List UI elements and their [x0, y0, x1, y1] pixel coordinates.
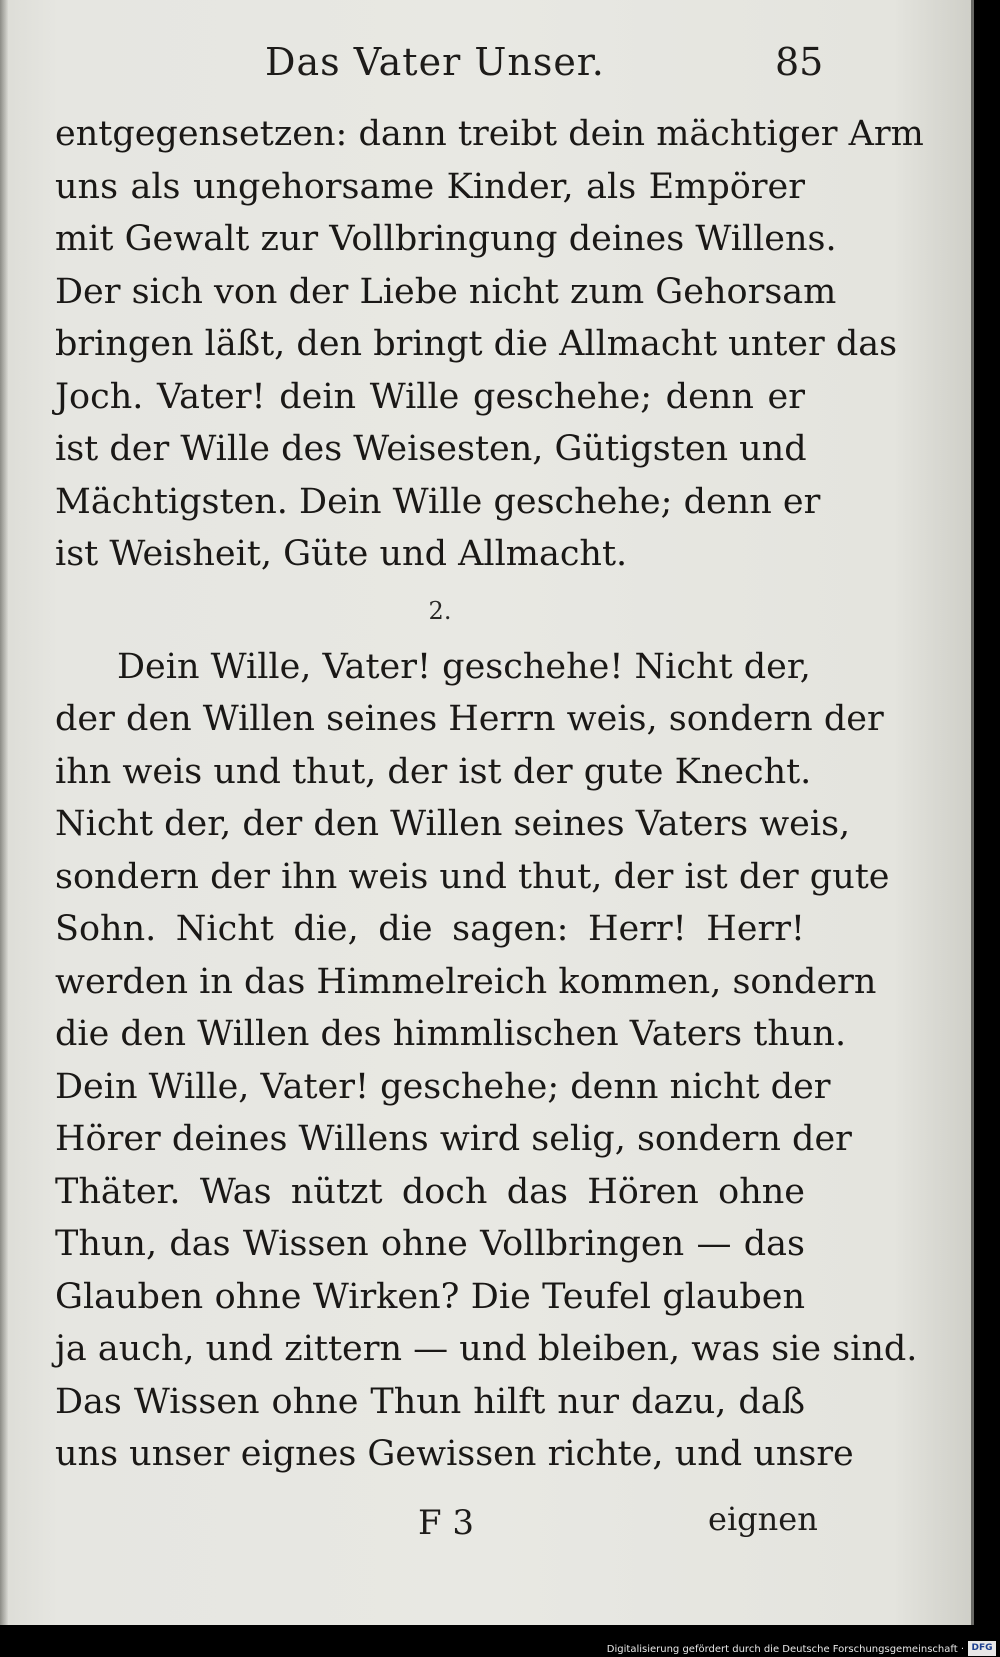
- text-line: entgegensetzen: dann treibt dein mächtiger Arm: [55, 114, 924, 154]
- text-line: ihn weis und thut, der ist der gute Knecht.: [55, 751, 812, 792]
- text-line: sondern der ihn weis und thut, der ist der gute: [55, 856, 890, 897]
- text-line: Das Wissen ohne Thun hilft nur dazu, daß: [55, 1381, 805, 1422]
- text-line: Thun, das Wissen ohne Vollbringen — das: [55, 1224, 805, 1264]
- text-line: werden in das Himmelreich kommen, sondern: [55, 961, 877, 1002]
- running-head: Das Vater Unser.: [265, 40, 605, 84]
- text-line: uns als ungehorsame Kinder, als Empörer: [55, 166, 805, 207]
- catchword: eignen: [708, 1500, 818, 1538]
- text-line: Glauben ohne Wirken? Die Teufel glauben: [55, 1276, 805, 1317]
- text-line: bringen läßt, den bringt die Allmacht unter das: [55, 324, 898, 364]
- dfg-logo: DFG: [968, 1641, 996, 1656]
- signature-mark: F 3: [418, 1503, 475, 1543]
- text-line: Joch. Vater! dein Wille geschehe; denn er: [55, 376, 805, 417]
- text-line: Der sich von der Liebe nicht zum Gehorsam: [55, 271, 837, 312]
- text-line: Mächtigsten. Dein Wille geschehe; denn er: [55, 481, 821, 522]
- text-line: Sohn. Nicht die, die sagen: Herr! Herr!: [55, 909, 805, 949]
- page-number: 85: [775, 40, 824, 84]
- text-line: der den Willen seines Herrn weis, sondern der: [55, 699, 884, 739]
- digitization-credit: Digitalisierung gefördert durch die Deutsche Forschungsgemeinschaft ·: [606, 1644, 964, 1655]
- text-line: ist der Wille des Weisesten, Gütigsten und: [55, 429, 807, 469]
- text-line: Dein Wille, Vater! geschehe! Nicht der,: [117, 646, 811, 687]
- text-line: uns unser eignes Gewissen richte, und unsre: [55, 1434, 854, 1474]
- text-line: ja auch, und zittern — und bleiben, was sie sind.: [55, 1329, 918, 1369]
- body-text: [55, 108, 924, 1481]
- text-line: Hörer deines Willens wird selig, sondern der: [55, 1119, 852, 1159]
- text-line: Nicht der, der den Willen seines Vaters weis,: [55, 804, 851, 844]
- section-number: 2.: [428, 596, 452, 625]
- text-line: die den Willen des himmlischen Vaters thun.: [55, 1014, 847, 1054]
- text-line: Dein Wille, Vater! geschehe; denn nicht der: [55, 1066, 831, 1107]
- text-line: Thäter. Was nützt doch das Hören ohne: [55, 1171, 805, 1212]
- text-line: mit Gewalt zur Vollbringung deines Willens.: [55, 219, 837, 259]
- text-line: ist Weisheit, Güte und Allmacht.: [55, 534, 628, 574]
